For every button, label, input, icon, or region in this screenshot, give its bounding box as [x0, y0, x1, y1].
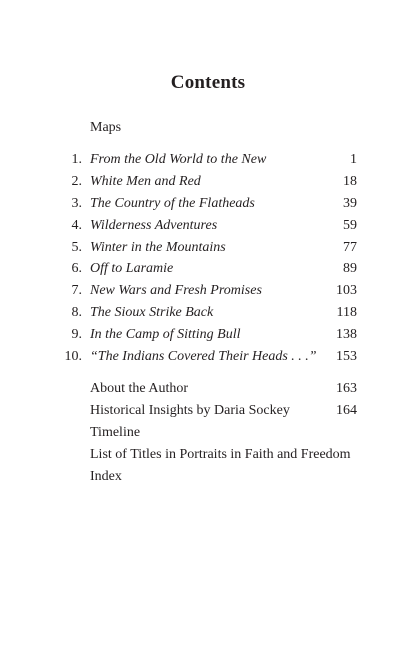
- back-matter-row: [0, 424, 416, 446]
- chapter-number: 9.: [71, 327, 82, 343]
- chapter-page-number: 118: [336, 305, 357, 321]
- back-matter-row: [0, 468, 416, 490]
- chapter-title: White Men and Red: [90, 173, 201, 189]
- chapter-title: The Sioux Strike Back: [90, 305, 214, 321]
- chapter-number: 6.: [71, 261, 82, 277]
- chapter-page-number: 153: [336, 349, 357, 365]
- back-matter-list: [0, 380, 416, 489]
- chapter-row: [0, 348, 416, 370]
- back-matter-row: [0, 402, 416, 424]
- chapter-page-number: 39: [343, 195, 357, 211]
- chapter-page-number: 59: [343, 217, 357, 233]
- back-matter-page-number: 163: [336, 381, 357, 396]
- chapter-row: [0, 304, 416, 326]
- back-matter-title: Historical Insights by Daria Sockey: [90, 402, 290, 418]
- chapter-list: [0, 151, 416, 370]
- chapter-title: The Country of the Flatheads: [90, 195, 255, 211]
- chapter-page-number: 89: [343, 261, 357, 277]
- chapter-row: [0, 282, 416, 304]
- back-matter-title: About the Author: [90, 381, 188, 396]
- chapter-title: From the Old World to the New: [90, 152, 267, 167]
- back-matter-row: [0, 446, 416, 468]
- chapter-title: Winter in the Mountains: [90, 239, 226, 255]
- page-title: Contents: [170, 72, 246, 93]
- chapter-page-number: 77: [343, 239, 357, 255]
- chapter-row: [0, 195, 416, 217]
- chapter-number: 1.: [71, 152, 82, 167]
- chapter-number: 2.: [71, 173, 82, 189]
- back-matter-title: List of Titles in Portraits in Faith and Freedom: [90, 446, 351, 462]
- chapter-page-number: 103: [336, 283, 357, 299]
- chapter-title: “The Indians Covered Their Heads . . .”: [90, 349, 317, 365]
- chapter-row: [0, 239, 416, 261]
- chapter-row: [0, 151, 416, 173]
- chapter-page-number: 18: [343, 173, 357, 189]
- chapter-row: [0, 260, 416, 282]
- back-matter-row: [0, 380, 416, 402]
- chapter-title: In the Camp of Sitting Bull: [90, 327, 241, 343]
- chapter-page-number: 1: [350, 152, 357, 167]
- chapter-number: 10.: [64, 349, 82, 365]
- chapter-number: 8.: [71, 305, 82, 321]
- chapter-number: 4.: [71, 217, 82, 233]
- chapter-title: Wilderness Adventures: [90, 217, 218, 233]
- maps-entry: Maps: [90, 120, 122, 135]
- chapter-number: 5.: [71, 239, 82, 255]
- back-matter-page-number: 164: [336, 402, 357, 418]
- chapter-row: [0, 173, 416, 195]
- chapter-row: [0, 326, 416, 348]
- back-matter-title: Timeline: [90, 424, 141, 440]
- chapter-number: 7.: [71, 283, 82, 299]
- chapter-title: Off to Laramie: [90, 261, 174, 277]
- chapter-row: [0, 217, 416, 239]
- back-matter-title: Index: [90, 468, 122, 484]
- chapter-title: New Wars and Fresh Promises: [90, 283, 262, 299]
- chapter-page-number: 138: [336, 327, 357, 343]
- chapter-number: 3.: [71, 195, 82, 211]
